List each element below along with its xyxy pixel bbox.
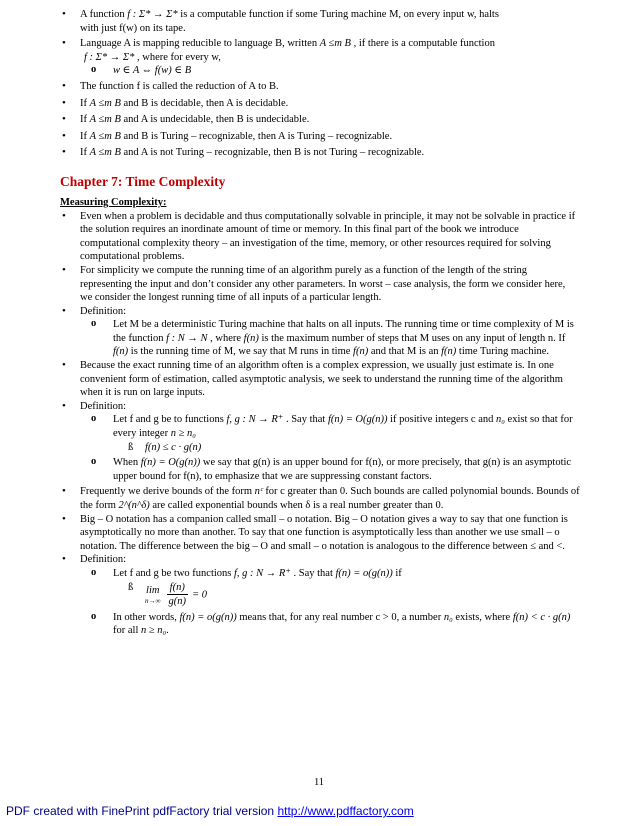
reduction-list bbox=[60, 8, 580, 160]
section-subheading: Measuring Complexity: bbox=[60, 196, 167, 208]
page-number: 11 bbox=[313, 777, 325, 788]
limit-expression: lim n→∞ bbox=[145, 584, 161, 606]
list-item: • Frequently we derive bounds of the form nᶜ for c greater than 0. Such bounds are called polynomial bounds. Bounds of the form 2^(n^δ) are called exponential bounds when δ is a real number greater than 0. bbox=[60, 485, 580, 512]
list-item: • Because the exact running time of an algorithm often is a complex expression, we usually just estimate is. In one convenient form of estimation, called asymptotic analysis, we seek to understand the running time of the algorithm when it is run on large inputs. bbox=[60, 359, 580, 400]
list-item: • Definition: bbox=[60, 553, 580, 567]
list-subitem: o In other words, f(n) = o(g(n)) means that, for any real number c > 0, a number n₀ exists, where f(n) < c · g(n) for all n ≥ n₀. bbox=[88, 611, 580, 638]
pdf-footer bbox=[6, 805, 414, 819]
list-item: • Even when a problem is decidable and thus computationally solvable in principle, it may not be solvable in practice if the solution requires an inordinate amount of time or memory. In this final part of the book we introduce computational complexity theory – an investigation of the time, memory, or other resources required for solving computational problems. bbox=[60, 210, 580, 264]
list-subsubitem: ß lim n→∞ $\frac{f(n)}{g(n)}$ = 0 bbox=[128, 581, 580, 609]
list-item: • The function f is called the reduction of A to B. bbox=[60, 80, 580, 94]
list-item: • If A ≤m B and B is decidable, then A is decidable. bbox=[60, 97, 580, 111]
list-subitem: o Let M be a deterministic Turing machine that halts on all inputs. The running time or time complexity of M is the function f : N → N , where f(n) is the maximum number of steps that M uses on any input of length n. If f(n) is the running time of M, we say that M runs in time f(n) and that M is an f(n) time Turing machine. bbox=[88, 318, 580, 359]
complexity-list bbox=[60, 210, 580, 638]
list-subsubitem: ß f(n) ≤ c · g(n) bbox=[128, 441, 580, 455]
list-item: • Definition: bbox=[60, 305, 580, 319]
list-item: • Language A is mapping reducible to language B, written A ≤m B , if there is a computable function f : Σ* → Σ* , where for every w, bbox=[60, 37, 580, 64]
list-item: • If A ≤m B and A is not Turing – recognizable, then B is not Turing – recognizable. bbox=[60, 146, 580, 160]
list-item: • For simplicity we compute the running time of an algorithm purely as a function of the length of the string representing the input and don’t consider any other parameters. In worst – case analysis, the form we consider here, we consider the longest running time of all inputs of a particular length. bbox=[60, 264, 580, 305]
list-subitem: o Let f and g be two functions f, g : N → R⁺ . Say that f(n) = o(g(n)) if bbox=[88, 567, 580, 581]
list-item: • If A ≤m B and B is Turing – recognizable, then A is Turing – recognizable. bbox=[60, 130, 580, 144]
list-subitem: o When f(n) = O(g(n)) we say that g(n) is an upper bound for f(n), or more precisely, that g(n) is an asymptotic upper bound for f(n), to emphasize that we are suppressing constant factors. bbox=[88, 456, 580, 483]
chapter-title: Chapter 7: Time Complexity bbox=[60, 173, 226, 189]
footer-text: PDF created with FinePrint pdfFactory trial version bbox=[6, 804, 278, 818]
page-content bbox=[60, 8, 580, 638]
list-item: • A function f : Σ* → Σ* is a computable function if some Turing machine M, on every input w, halts with just f(w) on its tape. bbox=[60, 8, 580, 35]
list-item: • Definition: bbox=[60, 400, 580, 414]
list-subitem: o Let f and g be to functions f, g : N → R⁺ . Say that f(n) = O(g(n)) if positive integers c and n₀ exist so that for every integer n ≥ n₀ bbox=[88, 413, 580, 440]
list-subitem: o w ∈ A ⇔ f(w) ∈ B bbox=[88, 64, 580, 78]
pdffactory-link[interactable]: http://www.pdffactory.com bbox=[277, 804, 414, 818]
list-item: • Big – O notation has a companion called small – o notation. Big – O notation gives a way to say that one function is asymptotically no more than another. To say that one function is asymptotically less than another we use small – o notation. The difference between the big – O and small – o notation is analogous to the difference between ≤ and <. bbox=[60, 513, 580, 554]
fraction: $\frac{f(n)}{g(n)}$ bbox=[168, 581, 186, 608]
list-item: • If A ≤m B and A is undecidable, then B is undecidable. bbox=[60, 113, 580, 127]
